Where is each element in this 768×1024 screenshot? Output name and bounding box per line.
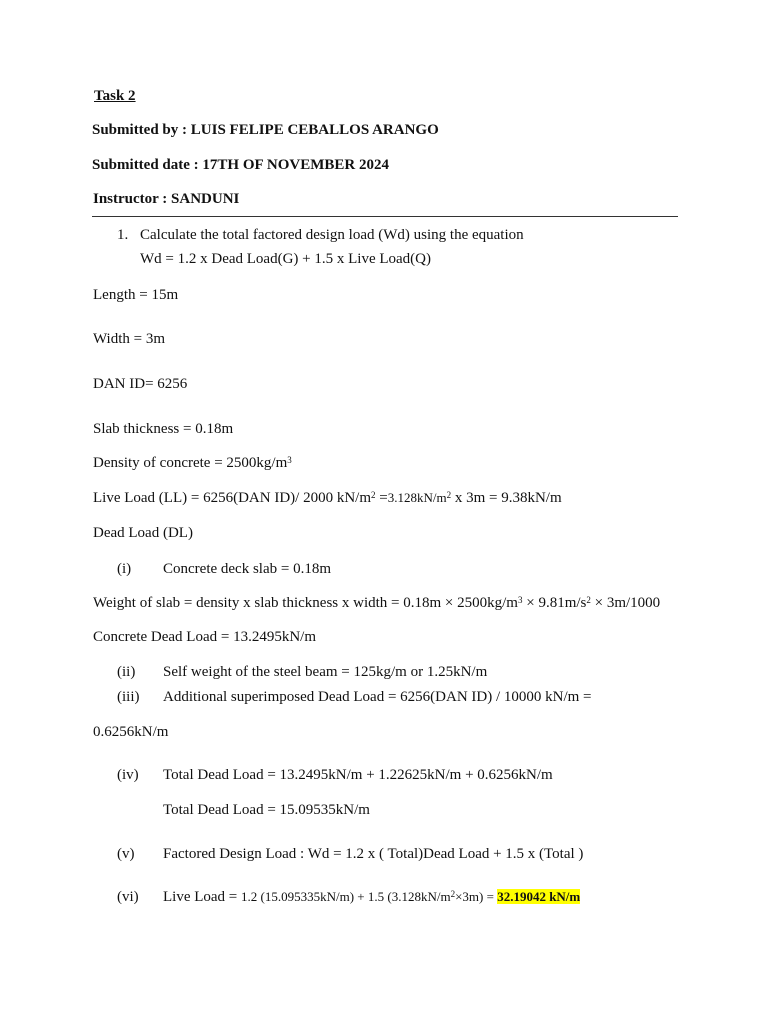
instructor: Instructor : SANDUNI [93, 191, 240, 207]
vi-expression-2: ×3m) = [455, 889, 498, 904]
live-load-part-3: 3.128kN/m [387, 490, 447, 505]
item-iii-text: Additional superimposed Dead Load = 6256(DAN ID) / 10000 kN/m = [163, 689, 592, 705]
item-ii-number: (ii) [117, 664, 136, 680]
final-result-highlight: 32.19042 kN/m [497, 889, 581, 904]
dead-load-heading: Dead Load (DL) [93, 525, 193, 541]
weight-text: Weight of slab = density x slab thickness x width = 0.18m × 2500kg/m [93, 595, 518, 611]
density-exponent: 3 [287, 455, 292, 465]
vi-expression-1: 1.2 (15.095335kN/m) + 1.5 (3.128kN/m [241, 889, 451, 904]
item-v-number: (v) [117, 846, 135, 862]
item-ii-text: Self weight of the steel beam = 125kg/m or 1.25kN/m [163, 664, 488, 680]
live-load-part-2: = [375, 490, 388, 506]
live-load-part-1: Live Load (LL) = 6256(DAN ID)/ 2000 kN/m [93, 490, 371, 506]
item-iii-number: (iii) [117, 689, 140, 705]
header-divider [92, 216, 678, 217]
total-dead-load: Total Dead Load = 15.09535kN/m [163, 802, 370, 818]
question-line-1: Calculate the total factored design load (Wd) using the equation [140, 227, 524, 243]
item-i-number: (i) [117, 561, 132, 577]
item-iv-text: Total Dead Load = 13.2495kN/m + 1.22625kN/m + 0.6256kN/m [163, 767, 553, 783]
item-vi-number: (vi) [117, 889, 139, 905]
vi-prefix: Live Load = [163, 889, 242, 905]
given-density [93, 454, 292, 472]
weight-exponent-2: 2 [586, 595, 591, 605]
weight-post: × 3m/1000 [590, 595, 661, 611]
given-width: Width = 3m [93, 331, 166, 347]
weight-mid: × 9.81m/s [522, 595, 587, 611]
item-iv-number: (iv) [117, 767, 139, 783]
vi-exponent: 2 [450, 889, 456, 899]
weight-exponent-1: 3 [517, 595, 523, 605]
item-vi-text [163, 888, 580, 906]
question-equation: Wd = 1.2 x Dead Load(G) + 1.5 x Live Load(Q) [140, 251, 431, 267]
live-load-part-4: x 3m = 9.38kN/m [451, 490, 562, 506]
weight-of-slab [93, 594, 660, 612]
given-length: Length = 15m [93, 287, 179, 303]
item-iii-continuation: 0.6256kN/m [93, 724, 169, 740]
submitted-by: Submitted by : LUIS FELIPE CEBALLOS ARANGO [92, 122, 439, 138]
submitted-date: Submitted date : 17TH OF NOVEMBER 2024 [92, 157, 389, 173]
concrete-dead-load: Concrete Dead Load = 13.2495kN/m [93, 629, 316, 645]
question-number: 1. [117, 227, 129, 243]
live-load-line [93, 489, 562, 507]
task-title: Task 2 [94, 88, 136, 104]
live-load-exponent-2: 2 [446, 490, 452, 500]
given-slab-thickness: Slab thickness = 0.18m [93, 421, 234, 437]
live-load-exponent-1: 2 [370, 490, 376, 500]
item-i-text: Concrete deck slab = 0.18m [163, 561, 331, 577]
item-v-text: Factored Design Load : Wd = 1.2 x ( Total)Dead Load + 1.5 x (Total ) [163, 846, 584, 862]
density-text: Density of concrete = 2500kg/m [93, 455, 288, 471]
given-dan-id: DAN ID= 6256 [93, 376, 188, 392]
